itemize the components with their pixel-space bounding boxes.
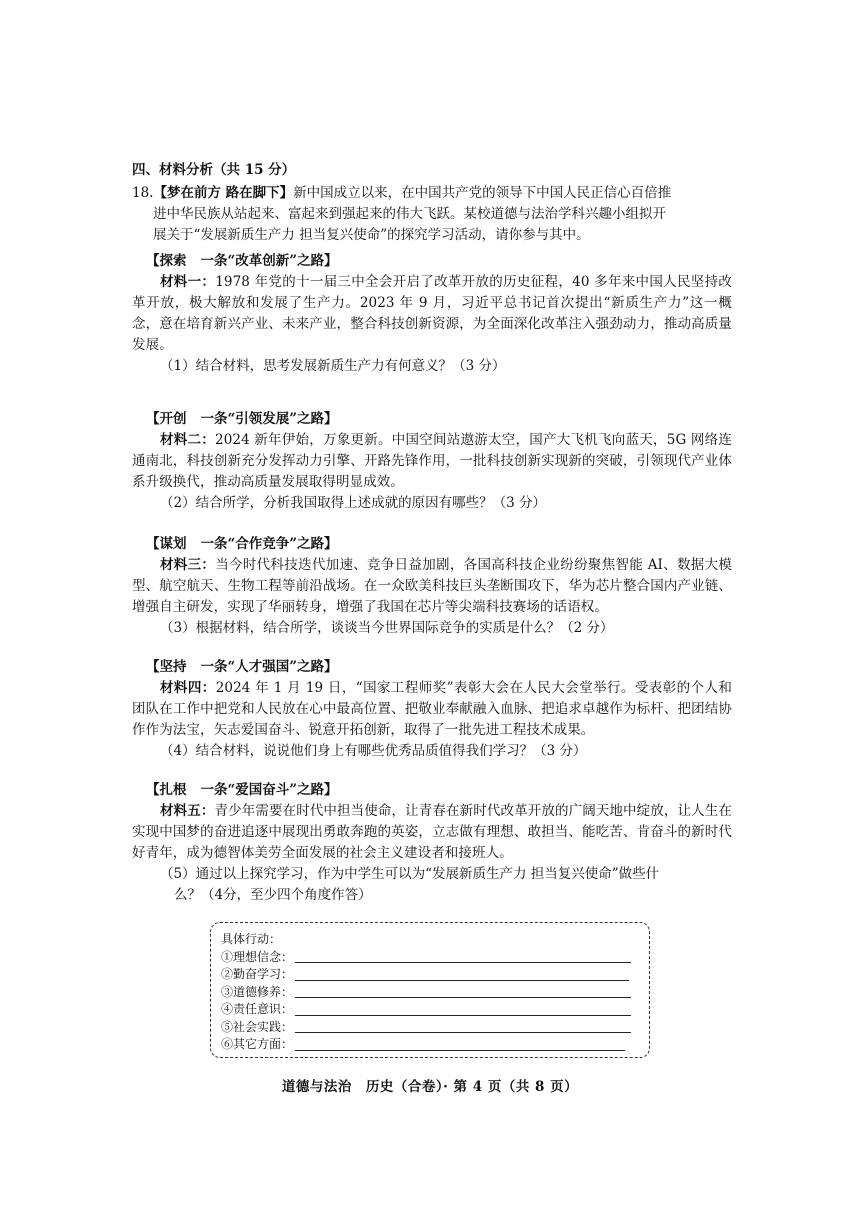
question-intro-line2: 进中华民族从站起来、富起来到强起来的伟大飞跃。某校道德与法治学科兴趣小组拟开 <box>153 206 666 222</box>
section-title: 四、材料分析（共 15 分） <box>132 162 296 178</box>
question-intro-line3: 展关于“发展新质生产力 担当复兴使命”的探究学习活动，请你参与其中。 <box>153 227 590 243</box>
answer-row[interactable]: ⑥其它方面： <box>221 1036 649 1054</box>
sub-question: （4）结合材料，说说他们身上有哪些优秀品质值得我们学习？（3 分） <box>160 743 587 759</box>
sub-question: （2）结合所学，分析我国取得上述成就的原因有哪些？（3 分） <box>160 495 546 511</box>
part-title: 【探索 一条“改革创新”之路】 <box>146 253 338 269</box>
sub-question: （3）根据材料，结合所学，谈谈当今世界国际竞争的实质是什么？（2 分） <box>160 620 614 636</box>
answer-line[interactable] <box>295 1050 625 1051</box>
part-title: 【谋划 一条“合作竞争”之路】 <box>146 536 338 552</box>
sub-question-continuation: 么？（4分，至少四个角度作答） <box>174 887 372 903</box>
answer-box-title: 具体行动： <box>221 932 282 946</box>
sub-question: （5）通过以上探究学习，作为中学生可以为“发展新质生产力 担当复兴使命”做些什 <box>160 866 660 882</box>
answer-line[interactable] <box>295 1032 631 1033</box>
answer-row[interactable]: ②勤奋学习： <box>221 966 649 984</box>
material-paragraph: 材料四：2024 年 1 月 19 日，“国家工程师奖”表彰大会在人民大会堂举行。受表彰的个人和团队在工作中把党和人民放在心中最高位置、把敬业奉献融入血脉、把追求卓越作为标杆、把团结协作作为法宝，矢志爱国奋斗、锐意开拓创新，取得了一批先进工程技术成果。 <box>132 680 732 738</box>
answer-line[interactable] <box>295 962 631 963</box>
question-number: 18. <box>132 185 154 201</box>
part-title: 【坚持 一条“人才强国”之路】 <box>146 659 338 675</box>
answer-row[interactable]: ①理想信念： <box>221 949 649 967</box>
question-intro-line1: 新中国成立以来，在中国共产党的领导下中国人民正信心百倍推 <box>293 185 672 201</box>
answer-row[interactable]: ④责任意识： <box>221 1001 649 1019</box>
material-paragraph: 材料五：青少年需要在时代中担当使命，让青春在新时代改革开放的广阔天地中绽放，让人生在实现中国梦的奋进追逐中展现出勇敢奔跑的英姿，立志做有理想、敢担当、能吃苦、肯奋斗的新时代好青年，成为德智体美劳全面发展的社会主义建设者和接班人。 <box>132 803 732 861</box>
sub-question: （1）结合材料，思考发展新质生产力有何意义？（3 分） <box>160 358 506 374</box>
material-paragraph: 材料二：2024 新年伊始，万象更新。中国空间站遨游太空，国产大飞机飞向蓝天，5G 网络连通南北，科技创新充分发挥动力引擎、开路先锋作用，一批科技创新实现新的突破，引领现代产业体系升级换代，推动高质量发展取得明显成效。 <box>132 432 732 490</box>
answer-row[interactable]: ③道德修养： <box>221 984 649 1002</box>
answer-line[interactable] <box>295 980 629 981</box>
question-bracket-title: 【梦在前方 路在脚下】 <box>153 185 294 201</box>
answer-line[interactable] <box>295 997 631 998</box>
question-header <box>132 183 732 204</box>
part-title: 【开创 一条“引领发展”之路】 <box>146 411 338 427</box>
material-paragraph: 材料三：当今时代科技迭代加速、竞争日益加剧，各国高科技企业纷纷聚焦智能 AI、数据大模型、航空航天、生物工程等前沿战场。在一众欧美科技巨头垄断围攻下，华为芯片整合国内产业链、增强自主研发，实现了华丽转身，增强了我国在芯片等尖端科技赛场的话语权。 <box>132 557 732 615</box>
page-footer: 道德与法治 历史（合卷）· 第 4 页（共 8 页） <box>281 1079 579 1095</box>
content-area <box>132 160 732 906</box>
answer-box <box>210 922 650 1058</box>
material-paragraph: 材料一：1978 年党的十一届三中全会开启了改革开放的历史征程，40 多年来中国人民坚持改革开放，极大解放和发展了生产力。2023 年 9 月，习近平总书记首次提出“新质生产力”这一概念，意在培育新兴产业、未来产业，整合科技创新资源，为全面深化改革注入强劲动力，推动高质量发展。 <box>132 274 732 353</box>
answer-row[interactable]: ⑤社会实践： <box>221 1019 649 1037</box>
part-title: 【扎根 一条“爱国奋斗”之路】 <box>146 782 338 798</box>
answer-line[interactable] <box>295 1015 631 1016</box>
